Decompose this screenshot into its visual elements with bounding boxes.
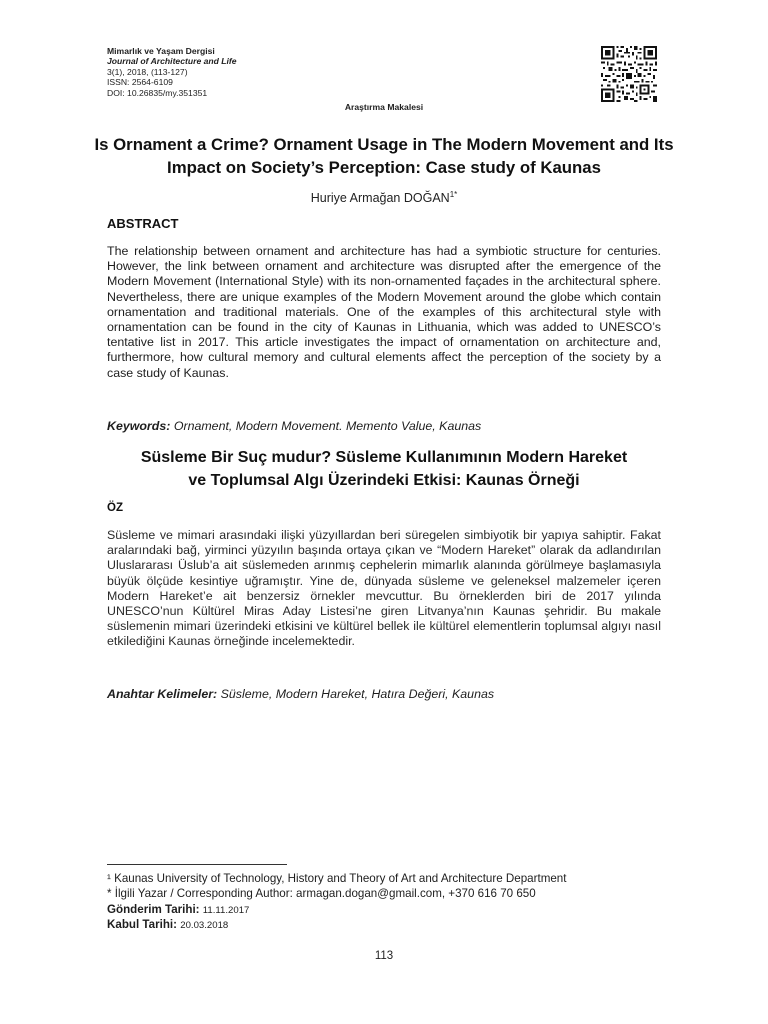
title-tr-line2: ve Toplumsal Algı Üzerindeki Etkisi: Kaunas Örneği xyxy=(188,472,580,489)
article-type: Araştırma Makalesi xyxy=(344,102,424,112)
submission-date-label: Gönderim Tarihi: xyxy=(107,903,200,916)
acceptance-date-value: 20.03.2018 xyxy=(180,920,229,931)
anahtar-kelimeler-value: Süsleme, Modern Hareket, Hatıra Değeri, Kaunas xyxy=(220,687,495,701)
oz-text: Süsleme ve mimari arasındaki ilişki yüzyıllardan beri süregelen simbiyotik bir yapıya sahiptir. Fakat aralarındaki bağ, yirminci yüzyılın başında ortaya çıkan ve “Modern Hareket” olarak da adlandırılan Uluslararası Üslub’a ait süslemeden arınmış cephelerin mimarlık alanında görülmeye başlamasıyla büyük ölçüde kesintiye uğramıştır. Yine de, dünyada süsleme ve geleneksel malzemeler içeren Modern Hareket’e ait benzersiz örnekler mevcuttur. Bu örneklerden biri de 2017 yılında UNESCO’nun Kültürel Miras Aday Listesi’ne giren Litvanya’nın Kaunas şehridir. Bu makale süslemenin mimari üzerindeki etkisini ve kültürel bellek ile kültürel elementlerin toplumsal algıyı nasıl etkilediğini Kaunas örneğinde incelemektedir. xyxy=(107,528,661,649)
page-number: 113 xyxy=(374,950,394,962)
qr-code-icon xyxy=(601,46,657,102)
title-tr xyxy=(90,446,678,492)
author-name: Huriye Armağan DOĞAN xyxy=(310,191,450,206)
journal-header xyxy=(107,46,237,98)
keywords-value: Ornament, Modern Movement. Memento Value, Kaunas xyxy=(173,419,482,433)
submission-date-value: 11.11.2017 xyxy=(202,905,250,916)
footnote-corresponding: * İlgili Yazar / Corresponding Author: armagan.dogan@gmail.com, +370 616 70 650 xyxy=(107,887,536,900)
journal-issn: ISSN: 2564-6109 xyxy=(107,77,173,88)
anahtar-kelimeler-label: Anahtar Kelimeler: xyxy=(107,687,218,701)
keywords-label: Keywords: xyxy=(107,419,171,433)
title-tr-line1: Süsleme Bir Suç mudur? Süsleme Kullanımının Modern Hareket xyxy=(140,449,628,466)
abstract-heading: ABSTRACT xyxy=(107,216,179,231)
journal-name-en: Journal of Architecture and Life xyxy=(107,56,237,67)
oz-heading: ÖZ xyxy=(107,502,123,514)
author-mark: 1* xyxy=(449,190,458,199)
abstract-text: The relationship between ornament and architecture has had a symbiotic structure for centuries. However, the link between ornament and architecture was disrupted after the emergence of the Modern Movement (International Style) with its non-ornamented façades in the architectural sphere. Nevertheless, there are unique examples of the Modern Movement around the globe which contain ornamentation and traditional materials. One of the examples of this architectural style with ornamentation can be found in the city of Kaunas in Lithuania, which was added to UNESCO’s tentative list in 2017. This article investigates the impact of ornamentation on architecture and, furthermore, how cultural memory and cultural elements affect the perception of the society by a case study of Kaunas. xyxy=(107,244,661,380)
journal-doi: DOI: 10.26835/my.351351 xyxy=(107,87,208,98)
submission-date xyxy=(107,902,249,918)
keywords xyxy=(107,419,481,433)
acceptance-date xyxy=(107,917,228,933)
footnote-divider xyxy=(107,864,287,865)
footnote-affiliation: ¹ Kaunas University of Technology, History and Theory of Art and Architecture Department xyxy=(107,872,567,885)
journal-name-tr: Mimarlık ve Yaşam Dergisi xyxy=(107,46,215,56)
author xyxy=(0,190,768,205)
journal-volume: 3(1), 2018, (113-127) xyxy=(107,66,188,77)
acceptance-date-label: Kabul Tarihi: xyxy=(107,918,177,931)
anahtar-kelimeler xyxy=(107,687,494,701)
title-en: Is Ornament a Crime? Ornament Usage in The Modern Movement and Its Impact on Society’s Perception: Case study of Kaunas xyxy=(94,135,674,177)
